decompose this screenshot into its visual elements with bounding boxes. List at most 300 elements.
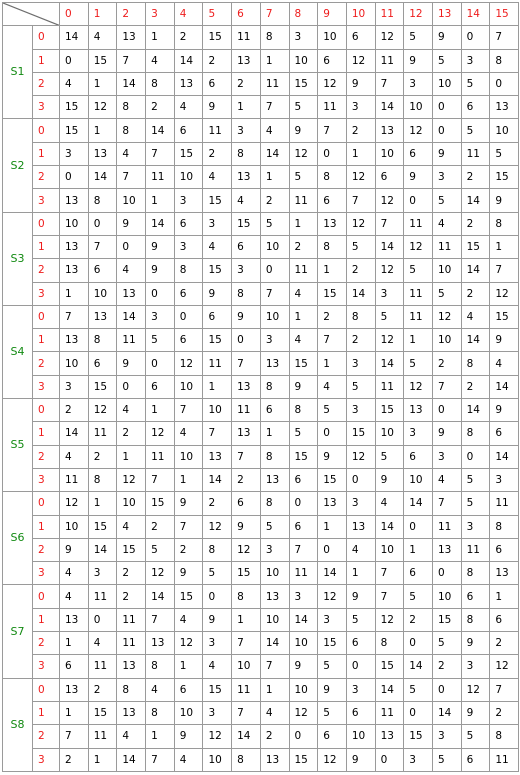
sbox-value-cell: 0: [88, 608, 117, 631]
sbox-value-cell: 11: [88, 655, 117, 678]
sbox-value-cell: 0: [203, 585, 232, 608]
sbox-value-cell: 7: [318, 329, 347, 352]
sbox-value-cell: 8: [260, 445, 289, 468]
diagonal-divider: [3, 3, 59, 25]
sbox-value-cell: 14: [346, 282, 375, 305]
sbox-value-cell: 4: [88, 26, 117, 49]
sbox-value-cell: 1: [88, 72, 117, 95]
sbox-value-cell: 4: [146, 49, 175, 72]
sbox-value-cell: 10: [289, 49, 318, 72]
sbox-value-cell: 13: [490, 96, 519, 119]
sbox-value-cell: 2: [117, 422, 146, 445]
sbox-value-cell: 2: [260, 189, 289, 212]
sbox-value-cell: 8: [88, 329, 117, 352]
sbox-label: S6: [3, 492, 33, 585]
sbox-value-cell: 11: [146, 445, 175, 468]
sbox-value-cell: 3: [232, 119, 261, 142]
sbox-value-cell: 13: [60, 329, 89, 352]
sbox-value-cell: 4: [375, 492, 404, 515]
sbox-value-cell: 12: [375, 329, 404, 352]
column-header: 0: [60, 3, 89, 26]
row-header: 1: [33, 422, 60, 445]
sbox-value-cell: 12: [203, 515, 232, 538]
sbox-value-cell: 15: [404, 725, 433, 748]
sbox-value-cell: 10: [318, 26, 347, 49]
sbox-label: S3: [3, 212, 33, 305]
sbox-value-cell: 13: [260, 352, 289, 375]
sbox-value-cell: 1: [260, 49, 289, 72]
sbox-value-cell: 13: [117, 282, 146, 305]
sbox-value-cell: 10: [404, 96, 433, 119]
sbox-value-cell: 11: [404, 305, 433, 328]
sbox-value-cell: 10: [260, 562, 289, 585]
sbox-value-cell: 0: [60, 166, 89, 189]
sbox-value-cell: 6: [346, 701, 375, 724]
sbox-value-cell: 5: [203, 562, 232, 585]
sbox-value-cell: 9: [432, 142, 461, 165]
sbox-value-cell: 9: [117, 212, 146, 235]
sbox-value-cell: 2: [203, 492, 232, 515]
sbox-value-cell: 4: [88, 632, 117, 655]
sbox-value-cell: 2: [174, 26, 203, 49]
sbox-value-cell: 15: [146, 492, 175, 515]
sbox-value-cell: 15: [88, 375, 117, 398]
sbox-value-cell: 9: [174, 562, 203, 585]
sbox-value-cell: 5: [146, 329, 175, 352]
sbox-value-cell: 13: [318, 212, 347, 235]
column-header: 7: [260, 3, 289, 26]
sbox-value-cell: 9: [490, 329, 519, 352]
sbox-value-cell: 7: [289, 538, 318, 561]
table-row: [3, 678, 519, 701]
sbox-value-cell: 5: [461, 119, 490, 142]
sbox-value-cell: 0: [318, 422, 347, 445]
sbox-value-cell: 9: [174, 492, 203, 515]
sbox-value-cell: 8: [375, 632, 404, 655]
sbox-value-cell: 5: [432, 282, 461, 305]
sbox-value-cell: 15: [318, 468, 347, 491]
sbox-value-cell: 0: [146, 282, 175, 305]
sbox-value-cell: 12: [490, 282, 519, 305]
sbox-value-cell: 1: [88, 119, 117, 142]
sbox-value-cell: 5: [404, 352, 433, 375]
sbox-value-cell: 8: [490, 212, 519, 235]
sbox-value-cell: 11: [490, 492, 519, 515]
sbox-value-cell: 11: [117, 632, 146, 655]
table-row: [3, 562, 519, 585]
table-row: [3, 492, 519, 515]
sbox-value-cell: 8: [232, 282, 261, 305]
sbox-value-cell: 1: [203, 375, 232, 398]
sbox-value-cell: 7: [146, 468, 175, 491]
sbox-value-cell: 8: [490, 515, 519, 538]
sbox-value-cell: 1: [404, 538, 433, 561]
table-row: [3, 445, 519, 468]
sbox-value-cell: 6: [174, 329, 203, 352]
sbox-value-cell: 15: [203, 189, 232, 212]
sbox-value-cell: 13: [346, 515, 375, 538]
sbox-value-cell: 2: [146, 515, 175, 538]
sbox-value-cell: 15: [232, 212, 261, 235]
sbox-value-cell: 2: [88, 445, 117, 468]
sbox-value-cell: 13: [60, 259, 89, 282]
sbox-value-cell: 3: [404, 72, 433, 95]
sbox-value-cell: 7: [203, 422, 232, 445]
sbox-value-cell: 0: [260, 259, 289, 282]
sbox-value-cell: 9: [203, 608, 232, 631]
column-header: 4: [174, 3, 203, 26]
sbox-value-cell: 2: [60, 399, 89, 422]
sbox-value-cell: 15: [203, 259, 232, 282]
sbox-value-cell: 5: [318, 655, 347, 678]
row-header: 3: [33, 748, 60, 772]
table-row: [3, 26, 519, 49]
sbox-value-cell: 12: [375, 189, 404, 212]
sbox-value-cell: 0: [117, 375, 146, 398]
sbox-value-cell: 7: [232, 352, 261, 375]
sbox-value-cell: 14: [461, 189, 490, 212]
sbox-value-cell: 8: [318, 166, 347, 189]
sbox-value-cell: 6: [88, 352, 117, 375]
sbox-value-cell: 3: [461, 49, 490, 72]
sbox-value-cell: 0: [404, 632, 433, 655]
sbox-value-cell: 14: [60, 26, 89, 49]
sbox-value-cell: 10: [174, 701, 203, 724]
sbox-value-cell: 5: [432, 632, 461, 655]
sbox-value-cell: 14: [375, 678, 404, 701]
sbox-value-cell: 1: [146, 189, 175, 212]
sbox-value-cell: 14: [404, 655, 433, 678]
sbox-value-cell: 7: [260, 96, 289, 119]
sbox-value-cell: 0: [375, 748, 404, 772]
table-row: [3, 189, 519, 212]
sbox-value-cell: 0: [432, 399, 461, 422]
sbox-value-cell: 13: [375, 119, 404, 142]
sbox-value-cell: 1: [318, 352, 347, 375]
sbox-value-cell: 10: [203, 399, 232, 422]
sbox-value-cell: 6: [461, 585, 490, 608]
table-row: [3, 399, 519, 422]
sbox-value-cell: 1: [60, 632, 89, 655]
sbox-value-cell: 13: [60, 235, 89, 258]
sbox-value-cell: 6: [490, 608, 519, 631]
sbox-value-cell: 8: [461, 562, 490, 585]
sbox-value-cell: 14: [260, 142, 289, 165]
sbox-value-cell: 7: [117, 49, 146, 72]
sbox-value-cell: 11: [375, 375, 404, 398]
sbox-value-cell: 3: [289, 26, 318, 49]
sbox-value-cell: 14: [60, 422, 89, 445]
sbox-value-cell: 4: [174, 96, 203, 119]
sbox-value-cell: 3: [346, 678, 375, 701]
row-header: 2: [33, 725, 60, 748]
sbox-value-cell: 6: [203, 72, 232, 95]
sbox-value-cell: 14: [88, 166, 117, 189]
sbox-value-cell: 10: [432, 259, 461, 282]
sbox-value-cell: 5: [289, 166, 318, 189]
sbox-value-cell: 11: [318, 96, 347, 119]
row-header: 3: [33, 282, 60, 305]
sbox-value-cell: 12: [375, 259, 404, 282]
sbox-value-cell: 12: [174, 352, 203, 375]
table-row: [3, 49, 519, 72]
sbox-value-cell: 0: [146, 352, 175, 375]
column-header-row: [3, 3, 519, 26]
sbox-value-cell: 15: [289, 748, 318, 772]
sbox-value-cell: 8: [461, 352, 490, 375]
sbox-value-cell: 0: [60, 49, 89, 72]
sbox-value-cell: 0: [289, 725, 318, 748]
sbox-value-cell: 9: [346, 748, 375, 772]
sbox-value-cell: 15: [375, 399, 404, 422]
sbox-value-cell: 4: [461, 305, 490, 328]
sbox-value-cell: 0: [232, 329, 261, 352]
sbox-value-cell: 5: [346, 608, 375, 631]
sbox-value-cell: 10: [375, 142, 404, 165]
sbox-value-cell: 2: [260, 725, 289, 748]
sbox-value-cell: 9: [60, 538, 89, 561]
sbox-value-cell: 2: [432, 352, 461, 375]
sbox-value-cell: 4: [203, 235, 232, 258]
sbox-value-cell: 8: [232, 142, 261, 165]
sbox-value-cell: 5: [375, 445, 404, 468]
row-header: 3: [33, 562, 60, 585]
sbox-value-cell: 3: [203, 701, 232, 724]
sbox-value-cell: 0: [461, 445, 490, 468]
sbox-value-cell: 4: [260, 701, 289, 724]
sbox-value-cell: 4: [203, 166, 232, 189]
sbox-value-cell: 10: [88, 282, 117, 305]
sbox-value-cell: 1: [404, 329, 433, 352]
sbox-value-cell: 13: [117, 26, 146, 49]
row-header: 1: [33, 142, 60, 165]
sbox-value-cell: 4: [432, 212, 461, 235]
sbox-value-cell: 6: [203, 305, 232, 328]
sbox-value-cell: 0: [289, 492, 318, 515]
sbox-value-cell: 12: [174, 632, 203, 655]
sbox-value-cell: 12: [404, 119, 433, 142]
sbox-value-cell: 13: [60, 608, 89, 631]
sbox-value-cell: 15: [490, 166, 519, 189]
sbox-value-cell: 4: [117, 142, 146, 165]
sbox-value-cell: 14: [318, 562, 347, 585]
sbox-value-cell: 6: [318, 725, 347, 748]
sbox-value-cell: 12: [346, 445, 375, 468]
table-row: [3, 259, 519, 282]
sbox-value-cell: 1: [232, 96, 261, 119]
sbox-value-cell: 12: [404, 375, 433, 398]
sbox-value-cell: 14: [88, 538, 117, 561]
sbox-value-cell: 9: [289, 119, 318, 142]
sbox-value-cell: 13: [117, 655, 146, 678]
sbox-value-cell: 9: [117, 352, 146, 375]
sbox-value-cell: 7: [318, 119, 347, 142]
sbox-value-cell: 5: [346, 235, 375, 258]
sbox-value-cell: 13: [88, 305, 117, 328]
sbox-value-cell: 14: [461, 259, 490, 282]
row-header: 2: [33, 445, 60, 468]
sbox-value-cell: 8: [146, 701, 175, 724]
sbox-value-cell: 13: [260, 468, 289, 491]
sbox-value-cell: 15: [88, 701, 117, 724]
sbox-value-cell: 12: [88, 96, 117, 119]
sbox-value-cell: 13: [260, 748, 289, 772]
sbox-value-cell: 3: [289, 585, 318, 608]
sbox-value-cell: 14: [117, 72, 146, 95]
sbox-value-cell: 2: [461, 212, 490, 235]
sbox-value-cell: 6: [346, 26, 375, 49]
table-row: [3, 725, 519, 748]
sbox-value-cell: 14: [146, 212, 175, 235]
sbox-value-cell: 10: [289, 632, 318, 655]
sbox-value-cell: 15: [117, 538, 146, 561]
sbox-value-cell: 11: [375, 701, 404, 724]
sbox-value-cell: 11: [88, 585, 117, 608]
sbox-value-cell: 11: [432, 515, 461, 538]
sbox-value-cell: 15: [232, 562, 261, 585]
sbox-value-cell: 9: [203, 282, 232, 305]
sbox-value-cell: 4: [289, 282, 318, 305]
sbox-value-cell: 2: [232, 468, 261, 491]
column-header: 14: [461, 3, 490, 26]
sbox-value-cell: 12: [146, 422, 175, 445]
sbox-value-cell: 3: [346, 492, 375, 515]
sbox-value-cell: 11: [404, 282, 433, 305]
sbox-value-cell: 7: [375, 562, 404, 585]
sbox-value-cell: 7: [432, 492, 461, 515]
sbox-value-cell: 12: [432, 305, 461, 328]
sbox-value-cell: 9: [146, 235, 175, 258]
row-header: 0: [33, 585, 60, 608]
table-row: [3, 329, 519, 352]
sbox-value-cell: 11: [232, 678, 261, 701]
sbox-value-cell: 13: [60, 189, 89, 212]
sbox-value-cell: 8: [490, 725, 519, 748]
sbox-value-cell: 8: [88, 189, 117, 212]
column-header: 1: [88, 3, 117, 26]
sbox-value-cell: 15: [174, 142, 203, 165]
row-header: 1: [33, 701, 60, 724]
sbox-value-cell: 14: [375, 235, 404, 258]
sbox-value-cell: 10: [117, 492, 146, 515]
sbox-value-cell: 15: [60, 96, 89, 119]
row-header: 1: [33, 235, 60, 258]
sbox-value-cell: 10: [260, 305, 289, 328]
table-row: [3, 352, 519, 375]
sbox-value-cell: 7: [232, 701, 261, 724]
sbox-value-cell: 2: [461, 282, 490, 305]
sbox-value-cell: 9: [461, 701, 490, 724]
sbox-value-cell: 9: [146, 259, 175, 282]
sbox-value-cell: 3: [203, 632, 232, 655]
sbox-label: S1: [3, 26, 33, 119]
sbox-value-cell: 11: [375, 49, 404, 72]
sbox-value-cell: 10: [60, 515, 89, 538]
sbox-value-cell: 3: [60, 142, 89, 165]
sbox-value-cell: 7: [174, 515, 203, 538]
sbox-value-cell: 6: [232, 235, 261, 258]
sbox-value-cell: 9: [232, 305, 261, 328]
sbox-value-cell: 15: [88, 515, 117, 538]
sbox-value-cell: 6: [461, 748, 490, 772]
table-row: [3, 305, 519, 328]
sbox-value-cell: 3: [60, 375, 89, 398]
sbox-value-cell: 7: [146, 748, 175, 772]
sbox-value-cell: 1: [232, 608, 261, 631]
sbox-value-cell: 9: [203, 96, 232, 119]
sbox-value-cell: 5: [490, 142, 519, 165]
sbox-value-cell: 5: [318, 701, 347, 724]
sbox-value-cell: 15: [432, 608, 461, 631]
sbox-value-cell: 9: [404, 49, 433, 72]
sbox-value-cell: 11: [461, 142, 490, 165]
sbox-value-cell: 7: [346, 189, 375, 212]
sbox-value-cell: 1: [289, 212, 318, 235]
table-row: [3, 515, 519, 538]
table-row: [3, 166, 519, 189]
row-header: 2: [33, 632, 60, 655]
sbox-value-cell: 10: [375, 538, 404, 561]
sbox-value-cell: 9: [375, 468, 404, 491]
sbox-value-cell: 15: [490, 305, 519, 328]
sbox-value-cell: 6: [146, 375, 175, 398]
sbox-value-cell: 12: [318, 585, 347, 608]
sbox-value-cell: 0: [346, 468, 375, 491]
sbox-value-cell: 1: [88, 492, 117, 515]
sbox-value-cell: 15: [318, 632, 347, 655]
row-header: 3: [33, 468, 60, 491]
sbox-value-cell: 14: [260, 632, 289, 655]
sbox-value-cell: 3: [404, 422, 433, 445]
sbox-value-cell: 10: [404, 468, 433, 491]
row-header: 3: [33, 655, 60, 678]
sbox-value-cell: 14: [232, 725, 261, 748]
sbox-value-cell: 10: [203, 748, 232, 772]
column-header: 13: [432, 3, 461, 26]
sbox-value-cell: 14: [203, 468, 232, 491]
sbox-value-cell: 2: [404, 608, 433, 631]
sbox-value-cell: 2: [88, 678, 117, 701]
sbox-value-cell: 7: [490, 678, 519, 701]
sbox-value-cell: 9: [432, 26, 461, 49]
sbox-value-cell: 6: [289, 515, 318, 538]
sbox-value-cell: 3: [461, 515, 490, 538]
table-row: [3, 748, 519, 772]
row-header: 0: [33, 212, 60, 235]
sbox-value-cell: 7: [88, 235, 117, 258]
sbox-value-cell: 11: [289, 189, 318, 212]
row-header: 3: [33, 375, 60, 398]
sbox-value-cell: 4: [232, 189, 261, 212]
sbox-value-cell: 4: [60, 585, 89, 608]
sbox-value-cell: 10: [174, 445, 203, 468]
sbox-value-cell: 6: [174, 212, 203, 235]
sbox-value-cell: 7: [60, 305, 89, 328]
sbox-value-cell: 5: [318, 399, 347, 422]
sbox-value-cell: 12: [289, 142, 318, 165]
sbox-value-cell: 6: [490, 538, 519, 561]
sbox-value-cell: 8: [260, 492, 289, 515]
sbox-value-cell: 7: [260, 282, 289, 305]
column-header: 15: [490, 3, 519, 26]
sbox-value-cell: 0: [117, 235, 146, 258]
sbox-value-cell: 14: [146, 119, 175, 142]
row-header: 1: [33, 608, 60, 631]
sbox-value-cell: 7: [490, 26, 519, 49]
sbox-value-cell: 13: [318, 492, 347, 515]
row-header: 1: [33, 49, 60, 72]
sbox-value-cell: 5: [260, 212, 289, 235]
